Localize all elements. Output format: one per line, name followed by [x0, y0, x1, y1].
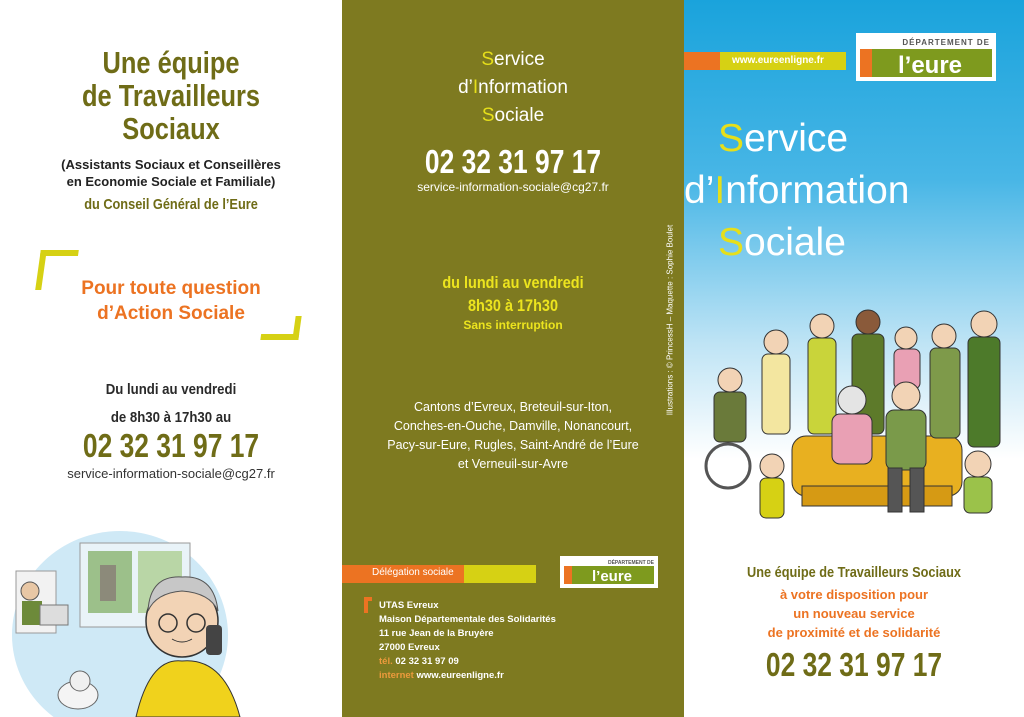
right-phone: 02 32 31 97 17 [765, 646, 943, 683]
title-initial: S [718, 117, 745, 160]
service-rest: ervice [494, 49, 545, 70]
left-panel [0, 0, 342, 717]
internet-label: internet [379, 670, 414, 681]
canton-line: Pacy-sur-Eure, Rugles, Saint-André de l’Eure [387, 438, 639, 452]
right-panel [684, 0, 1024, 717]
right-desc-line: de proximité et de solidarité [767, 625, 941, 640]
right-title [684, 113, 910, 269]
sociale-initial: S [481, 105, 495, 126]
middle-service-title [342, 46, 684, 130]
left-hours-line: de 8h30 à 17h30 au [110, 409, 232, 426]
left-question-line: d’Action Sociale [97, 303, 245, 324]
left-question-line: Pour toute question [81, 278, 261, 299]
social-worker-phone-illustration [0, 515, 290, 717]
title-rest: ervice [744, 117, 849, 160]
title-initial: I [714, 169, 726, 212]
address-bracket-decoration [364, 597, 372, 613]
internet-link[interactable]: www.eureenligne.fr [416, 670, 504, 681]
tel-label: tél. [379, 656, 393, 667]
title-initial: S [718, 221, 745, 264]
left-subtitle-line: (Assistants Sociaux et Conseillères [61, 157, 281, 172]
middle-hours [368, 271, 659, 317]
left-hours-line: Du lundi au vendredi [105, 381, 237, 398]
cantons-list [362, 398, 664, 474]
tel-number: 02 32 31 97 09 [395, 656, 459, 667]
title-rest: nformation [725, 169, 910, 212]
delegation-label: Délégation sociale [372, 567, 454, 578]
address-line: 11 rue Jean de la Bruyère [379, 628, 494, 639]
left-title-line: Une équipe [102, 45, 240, 80]
credit-text: Illustrations : © PrincessH – Maquette : Sophie Boulet [665, 224, 675, 416]
title-rest: ociale [744, 221, 846, 264]
middle-hours-line: 8h30 à 17h30 [468, 296, 558, 315]
left-title-line: de Travailleurs [81, 78, 261, 113]
left-council: du Conseil Général de l’Eure [84, 196, 258, 213]
middle-hours-line: du lundi au vendredi [442, 273, 584, 292]
address-line: 27000 Evreux [379, 642, 440, 653]
logo-main-text: l’eure [897, 52, 963, 79]
address-block [379, 599, 556, 683]
canton-line: Conches-en-Ouche, Damville, Nonancourt, [393, 419, 633, 433]
canton-line: Cantons d’Evreux, Breteuil-sur-Iton, [413, 400, 612, 414]
information-rest: nformation [478, 77, 568, 98]
logo-top-text: DÉPARTEMENT DE [607, 560, 654, 566]
eure-logo [560, 556, 658, 588]
left-hours [21, 376, 322, 432]
left-subtitle [0, 156, 342, 190]
right-description [684, 585, 1024, 642]
logo-main-text: l’eure [591, 568, 633, 585]
left-subtitle-line: en Economie Sociale et Familiale) [66, 174, 276, 189]
delegation-accent-bar [464, 565, 536, 583]
left-email: service-information-sociale@cg27.fr [67, 466, 275, 481]
social-workers-group-illustration [692, 296, 1018, 536]
logo-top-text: DÉPARTEMENT DE [902, 38, 990, 47]
information-initial: I [472, 77, 479, 98]
left-phone: 02 32 31 97 17 [82, 427, 260, 464]
sociale-rest: ociale [494, 105, 545, 126]
middle-panel [342, 0, 684, 717]
left-question [0, 276, 342, 326]
title-prefix: d’ [684, 169, 715, 212]
right-desc-line: un nouveau service [793, 606, 915, 621]
right-team: Une équipe de Travailleurs Sociaux [746, 564, 961, 581]
address-line: UTAS Evreux [379, 600, 439, 611]
right-desc-line: à votre disposition pour [779, 587, 929, 602]
website-bar [684, 52, 720, 70]
middle-phone: 02 32 31 97 17 [424, 143, 602, 180]
left-title [31, 46, 311, 145]
middle-email: service-information-sociale@cg27.fr [417, 180, 609, 194]
service-prefix: d’ [458, 77, 473, 98]
eure-logo [856, 33, 996, 81]
canton-line: et Verneuil-sur-Avre [457, 457, 569, 471]
service-initial: S [481, 49, 494, 70]
left-title-line: Sociaux [122, 111, 220, 146]
middle-nonstop: Sans interruption [463, 318, 563, 332]
address-line: Maison Départementale des Solidarités [379, 614, 556, 625]
website-link[interactable]: www.eureenligne.fr [732, 55, 824, 66]
